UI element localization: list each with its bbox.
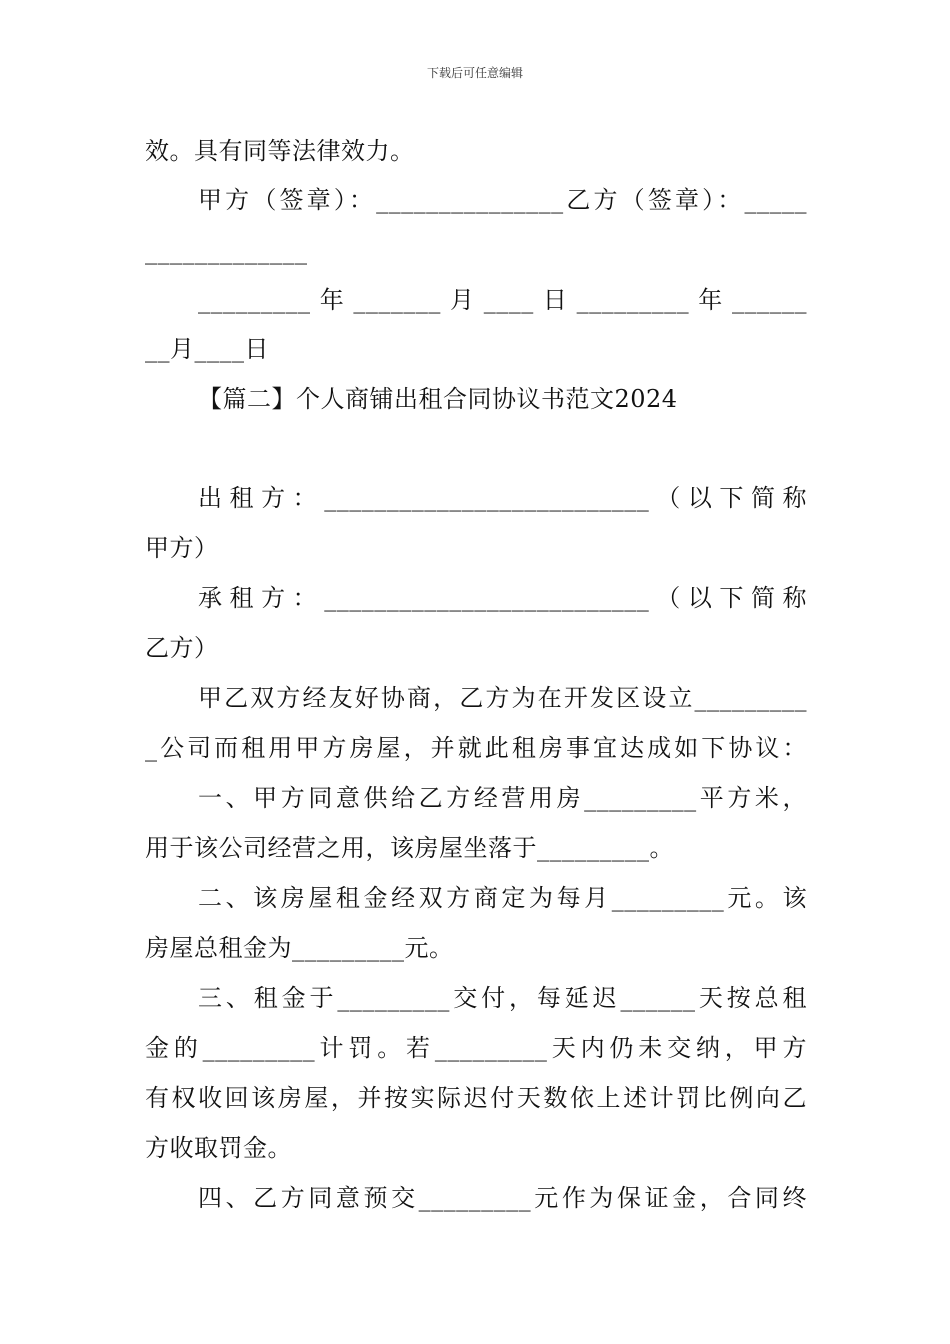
clause-3-line: 金的_________计罚。若_________天内仍未交纳，甲方 <box>145 1034 807 1062</box>
date-line: _________年_______月____日_________年______ <box>198 286 807 314</box>
clause-2-line: 二、该房屋租金经双方商定为每月_________元。该 <box>198 884 807 912</box>
clause-3-line: 有权收回该房屋，并按实际迟付天数依上述计罚比例向乙 <box>145 1084 807 1112</box>
clause-4-line: 四、乙方同意预交_________元作为保证金，合同终 <box>198 1184 807 1212</box>
clause-1-line: 用于该公司经营之用，该房屋坐落于_________。 <box>145 834 674 862</box>
clause-1-line: 一、甲方同意供给乙方经营用房_________平方米， <box>198 784 807 812</box>
page-header: 下载后可任意编辑 <box>426 66 523 80</box>
clause-3-line: 方收取罚金。 <box>145 1134 292 1162</box>
paragraph-line: _公司而租用甲方房屋，并就此租房事宜达成如下协议： <box>145 734 807 762</box>
date-line-cont: __月____日 <box>145 335 269 363</box>
lessee-line: 承租方：__________________________（以下简称 <box>198 584 807 612</box>
signature-line-cont: _____________ <box>145 237 308 265</box>
lessor-line-cont: 甲方） <box>145 534 219 562</box>
signature-line: 甲方（签章）：_______________乙方（签章）：_____ <box>198 186 807 214</box>
lessor-line: 出租方：__________________________（以下简称 <box>198 484 807 512</box>
clause-2-line: 房屋总租金为_________元。 <box>145 934 454 962</box>
text-line: 效。具有同等法律效力。 <box>145 137 415 165</box>
paragraph-line: 甲乙双方经友好协商，乙方为在开发区设立_________ <box>198 684 807 712</box>
lessee-line-cont: 乙方） <box>145 634 219 662</box>
section-title: 【篇二】个人商铺出租合同协议书范文2024 <box>198 385 678 413</box>
clause-3-line: 三、租金于_________交付，每延迟______天按总租 <box>198 984 807 1012</box>
